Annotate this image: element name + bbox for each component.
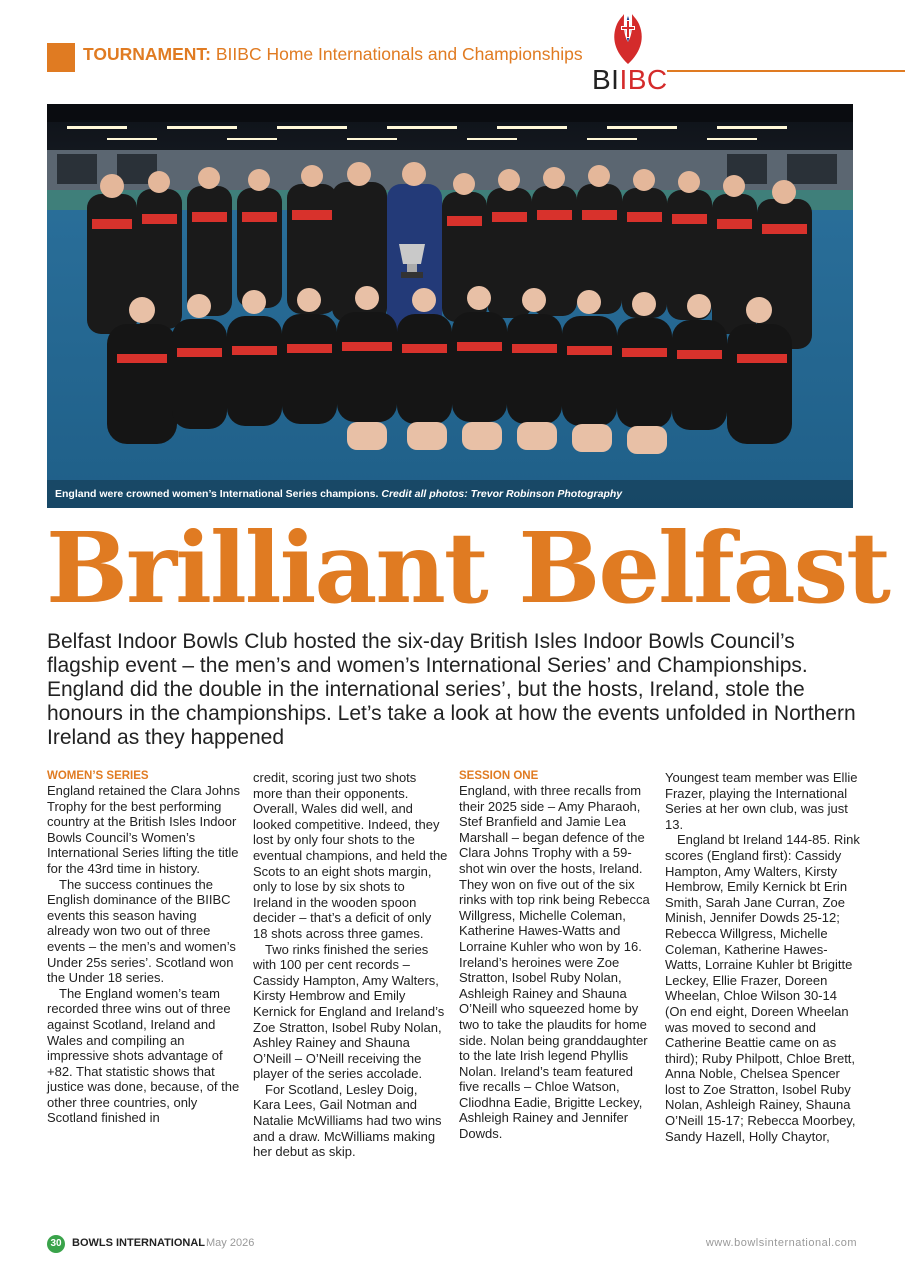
kicker-label: TOURNAMENT: (83, 44, 212, 64)
publication-name: BOWLS INTERNATIONAL (72, 1237, 206, 1249)
page-number-badge: 30 (47, 1235, 65, 1253)
section-kicker (83, 44, 583, 65)
logo-wordmark: BIIBC (592, 64, 668, 95)
biibc-logo (589, 12, 669, 95)
header-rule (667, 70, 905, 72)
team-photo (47, 104, 853, 508)
column-2 (253, 770, 448, 1160)
page-footer (47, 1235, 857, 1253)
paragraph: For Scotland, Lesley Doig, Kara Lees, Gail Notman and Natalie McWilliams had two wins and a draw. McWilliams making her debut as skip. (253, 1081, 442, 1160)
kicker-text: BIIBC Home Internationals and Championships (211, 44, 583, 64)
column-1 (47, 770, 242, 1126)
subhead-womens-series: WOMEN’S SERIES (47, 770, 149, 782)
team-photo-image (47, 104, 853, 508)
website-url: www.bowlsinternational.com (705, 1237, 857, 1249)
column-4 (665, 770, 860, 1144)
paragraph: Youngest team member was Ellie Frazer, playing the International Series at her own club, was just 13. (665, 770, 858, 832)
paragraph: The success continues the English dominance of the BIIBC events this season having already won two out of three events – the men’s and women’s Under 25s series’. Scotland won the Under 18 series. (47, 876, 236, 986)
standfirst: Belfast Indoor Bowls Club hosted the six-day British Isles Indoor Bowls Council’s flagship event – the men’s and women’s International Series’ and Championships. England did the double in the international series’, but the hosts, Ireland, stole the honours in the championships. Let’s take a look at how the events unfolded in Northern Ireland as they happened (47, 630, 856, 749)
section-marker (47, 43, 75, 72)
section-header (47, 43, 905, 75)
column-3 (459, 770, 654, 1142)
photo-credit: Credit all photos: Trevor Robinson Photography (381, 488, 623, 500)
headline: Brilliant Belfast (46, 511, 889, 625)
subhead-session-one: SESSION ONE (459, 770, 539, 782)
biibc-emblem-icon (603, 12, 653, 66)
issue-date: May 2026 (206, 1237, 255, 1249)
paragraph: credit, scoring just two shots more than their opponents. Overall, Wales did well, and looked competitive. Indeed, they lost by only four shots to the eventual champions, and held the Scots to an eight shots margin, only to lose by six shots to Ireland in the wooden spoon decider – that’s a deficit of only 18 shots across three games. (253, 770, 448, 941)
paragraph: The England women’s team recorded three wins out of three against Scotland, Ireland and Wales and compiling an impressive shots advantage of +82. That statistic shows that justice was done, because, of the other three countries, only Scotland finished in (47, 985, 240, 1126)
photo-caption: England were crowned women’s International Series champions. Credit all photos: Trevor Robinson Photography (55, 488, 623, 500)
article-body (47, 770, 860, 1210)
paragraph: Two rinks finished the series with 100 per cent records – Cassidy Hampton, Amy Walters, Kirsty Hembrow and Emily Kernick for England and Ireland’s Zoe Stratton, Isobel Ruby Nolan, Ashley Rainey and Shauna O’Neill – O’Neill receiving the player of the series accolade. (253, 941, 445, 1082)
paragraph: England, with three recalls from their 2025 side – Amy Pharaoh, Stef Branfield and Jamie Lea Marshall – began defence of the Clara Johns Trophy with a 59-shot win over the hosts, Ireland. They won on five out of the six rinks with top rink being Rebecca Willgress, Michelle Coleman, Katherine Hawes-Watts and Lorraine Kuhler who won by 16. Ireland’s heroines were Zoe Stratton, Isobel Ruby Nolan, Ashleigh Rainey and Shauna O’Neill who squeezed home by two to take the plaudits for home side. Nolan being granddaughter to the late Irish legend Phyllis Nolan. Ireland’s team featured five recalls – Chloe Watson, Cliodhna Eadie, Brigitte Leckey, Ashleigh Rainey and Jennifer Dowds. (459, 783, 650, 1142)
paragraph: England bt Ireland 144-85. Rink scores (England first): Cassidy Hampton, Amy Walters, Kirsty Hembrow, Emily Kernick bt Erin Smith, Sarah Jane Curran, Zoe Minish, Jennifer Dowds 25-12; Rebecca Willgress, Michelle Coleman, Katherine Hawes-Watts, Lorraine Kuhler bt Brigitte Leckey, Ellie Frazer, Doreen Wheelan, Chloe Wilson 30-14 (On end eight, Doreen Wheelan was moved to second and Catherine Beattie came on as third); Ruby Philpott, Chloe Brett, Anna Noble, Chelsea Spencer lost to Zoe Stratton, Isobel Ruby Nolan, Ashleigh Rainey, Shauna O’Neill 15-17; Rebecca Moorbey, Sandy Hazell, Holly Chaytor, (665, 832, 860, 1144)
paragraph: England retained the Clara Johns Trophy for the best performing country at the British Isles Indoor Bowls Council’s Women’s International Series lifting the title for the 43rd time in history. (47, 783, 240, 876)
